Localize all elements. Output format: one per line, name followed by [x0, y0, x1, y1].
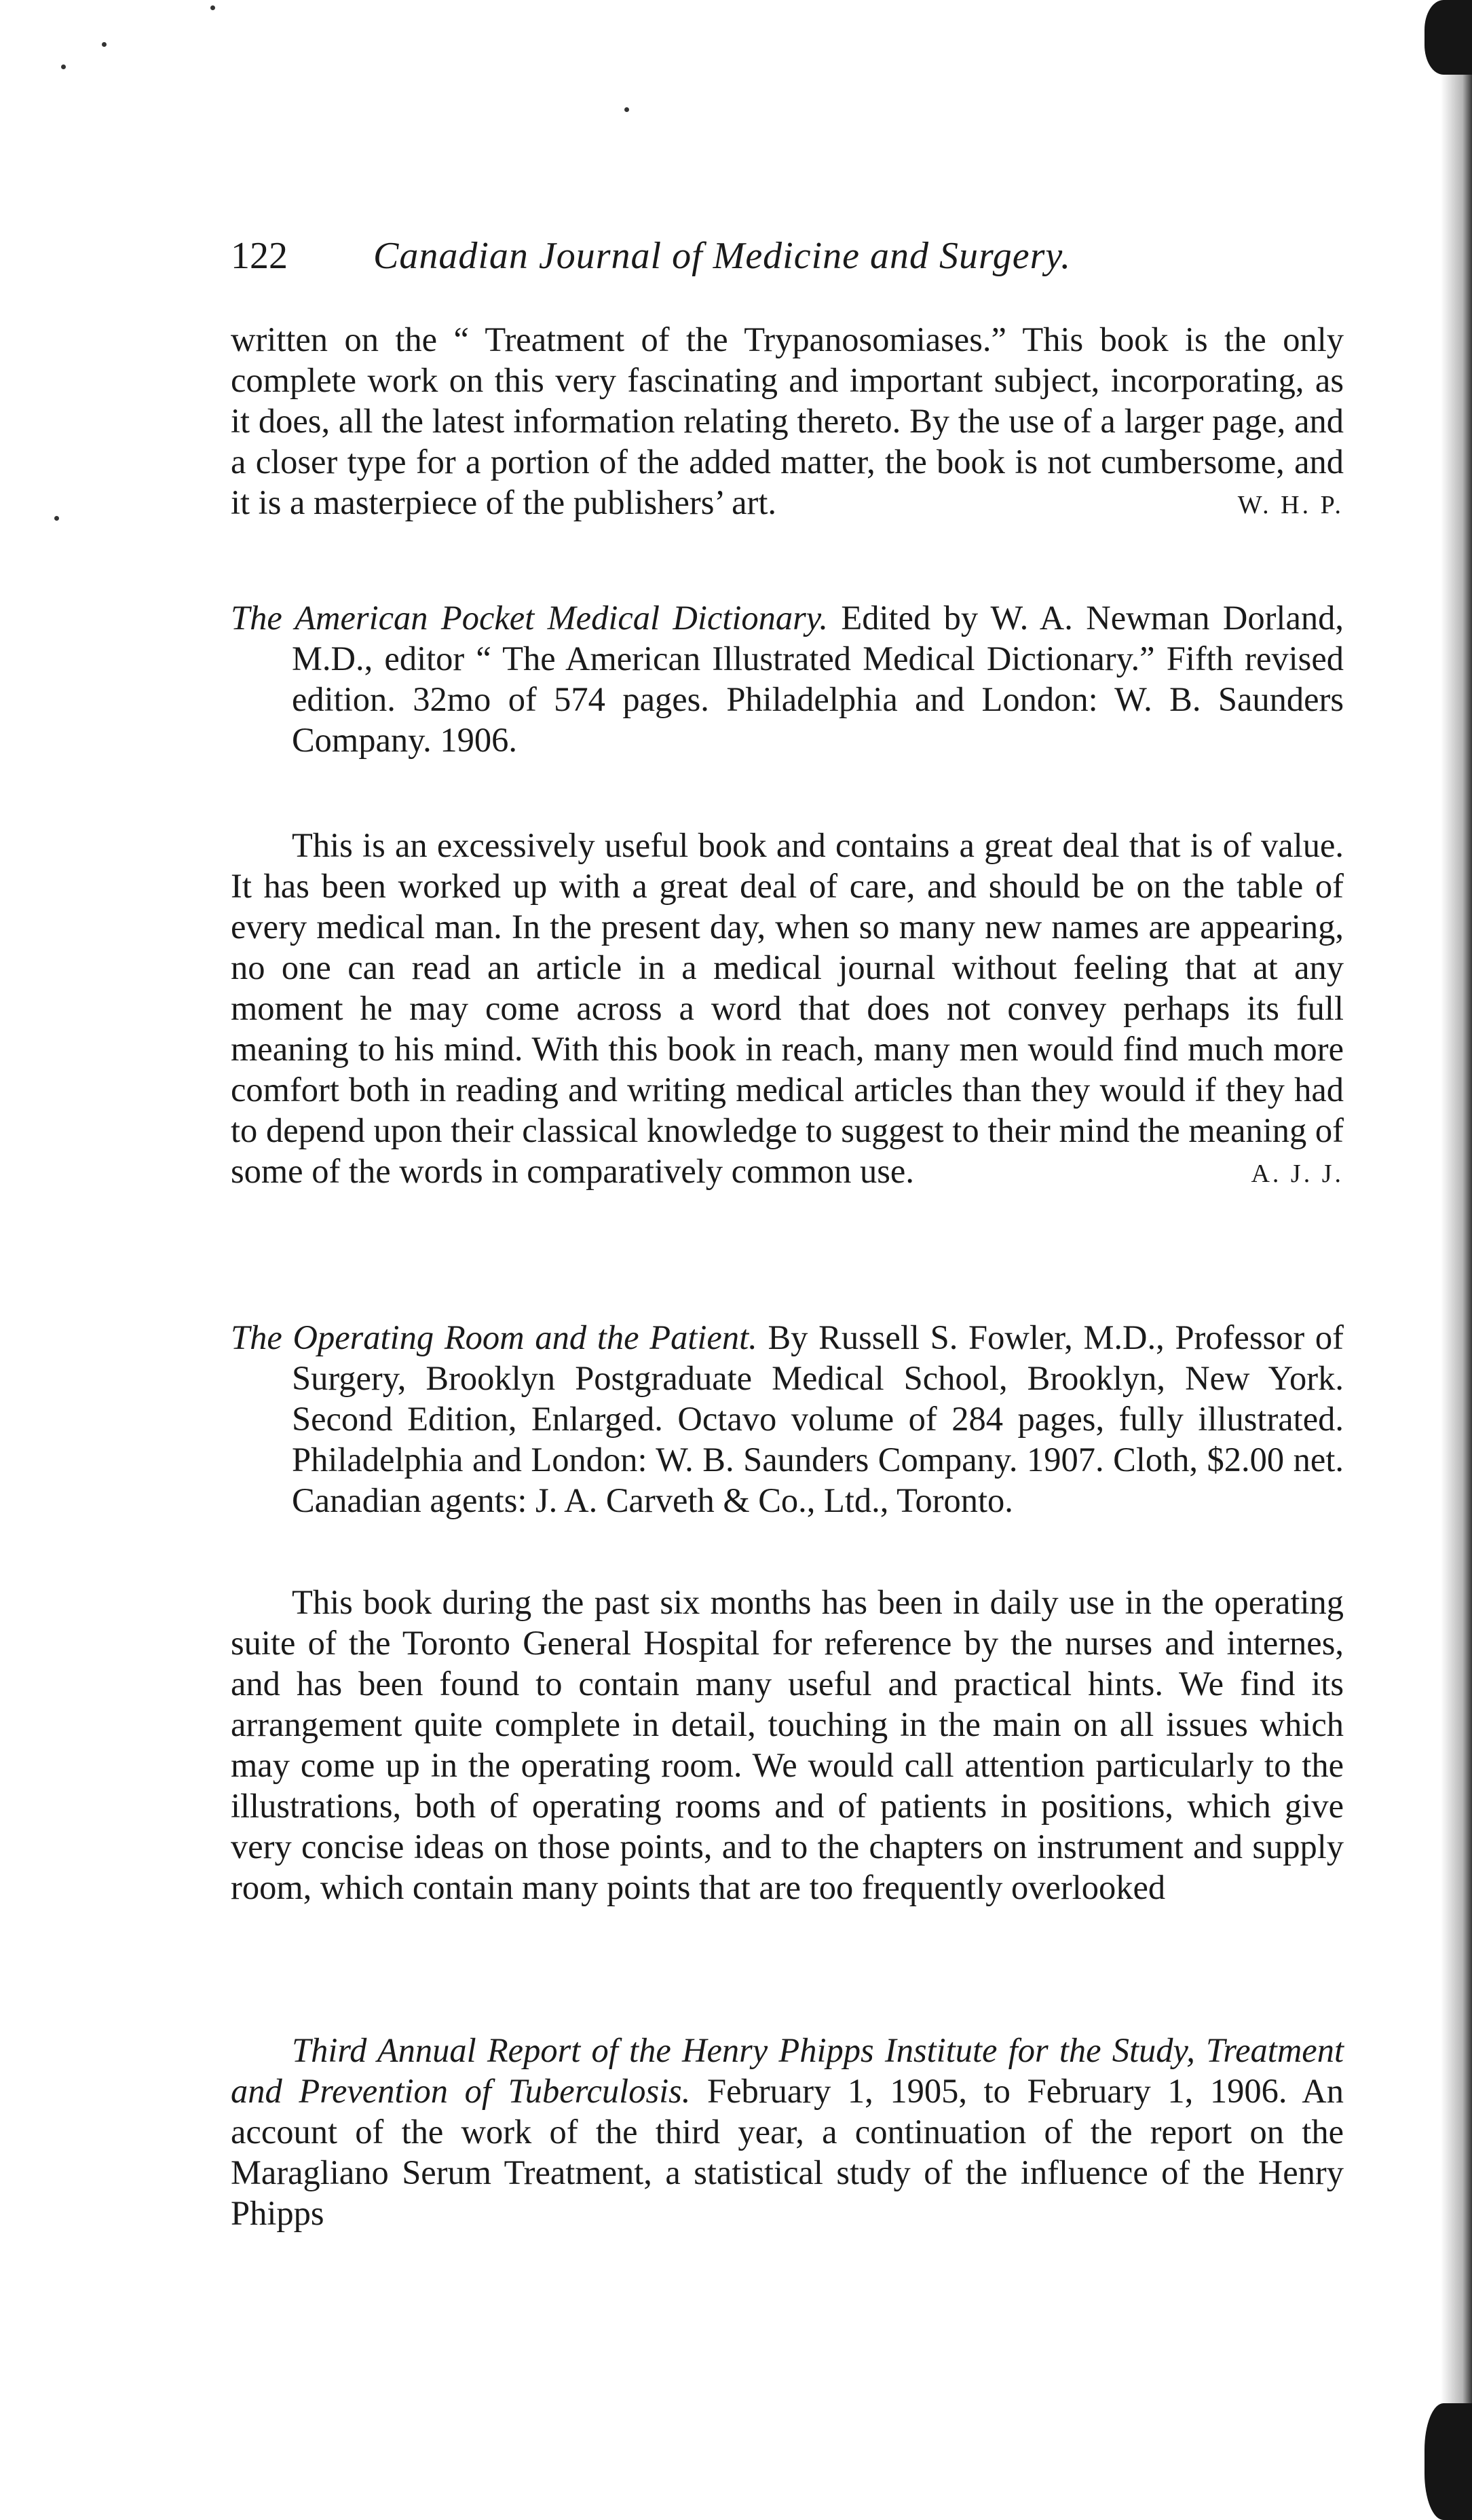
- continuation-paragraph: [231, 319, 1344, 525]
- reviewer-signature: W. H. P.: [1237, 491, 1344, 519]
- journal-title: Canadian Journal of Medicine and Surgery.: [373, 235, 1072, 277]
- review-body: [231, 825, 1344, 1194]
- scan-speck: [54, 516, 59, 521]
- book-details: February 1, 1905, to February 1, 1906. An account of the work of the third year, a continuation of the report on the Maragliano Serum Treatment, a statistical study of the influence of the Henry Phipps: [231, 2072, 1344, 2232]
- page-number: 122: [231, 235, 288, 277]
- reviewer-signature: A. J. J.: [1251, 1160, 1344, 1188]
- review-text: This book during the past six months has been in daily use in the operating suite of the Toronto General Hospital for reference by the nurses and internes, and has been found to contain many useful and practical hints. We find its arrangement quite complete in detail, touching in the main on all issues which may come up in the operating room. We would call attention particularly to the illustrations, both of operating rooms and of patients in positions, which give very concise ideas on those points, and to the chapters on instrument and supply room, which contain many points that are too frequently overlooked: [231, 1583, 1344, 1906]
- review-heading: [231, 2030, 1344, 2234]
- review-body: [231, 1582, 1344, 1908]
- scan-edge-mark: [1424, 2403, 1472, 2520]
- running-head: [231, 234, 1344, 289]
- review-entry: [231, 2030, 1344, 2234]
- review-text: This is an excessively useful book and contains a great deal that is of value. It has been worked up with a great deal of care, and should be on the table of every medical man. In the present day, when so many new names are appearing, no one can read an article in a medical journal without feeling that at any moment he may come across a word that does not convey perhaps its full meaning to his mind. With this book in reach, many men would find much more comfort both in reading and writing medical articles than they would if they had to depend upon their classical knowledge to suggest to their mind the meaning of some of the words in comparatively common use.: [231, 826, 1344, 1190]
- scan-edge-shadow: [1441, 0, 1472, 2520]
- scan-edge-mark: [1424, 0, 1472, 75]
- continuation-text: written on the “ Treatment of the Trypanosomiases.” This book is the only complete work on this very fascinating and important subject, incorporating, as it does, all the latest information relating thereto. By the use of a larger page, and a closer type for a portion of the added matter, the book is not cumbersome, and it is a masterpiece of the publishers’ art.: [231, 320, 1344, 521]
- book-title: Third Annual Report of the Henry Phipps Institute for the Study, Treatment and Prevention of Tuberculosis.: [231, 2031, 1344, 2110]
- scan-speck: [210, 5, 215, 10]
- review-entry: [231, 1317, 1344, 1521]
- review-heading: [231, 1317, 1344, 1521]
- book-title: The Operating Room and the Patient.: [231, 1318, 757, 1356]
- scan-speck: [102, 42, 107, 47]
- review-entry: [231, 597, 1344, 760]
- book-details: Edited by W. A. Newman Dorland, M.D., editor “ The American Illustrated Medical Dictionary.” Fifth revised edition. 32mo of 574 pages. Philadelphia and London: W. B. Saunders Company. 1906.: [292, 599, 1344, 759]
- scan-speck: [61, 64, 66, 69]
- review-heading: [231, 597, 1344, 760]
- book-details: By Russell S. Fowler, M.D., Professor of Surgery, Brooklyn Postgraduate Medical School, Brooklyn, New York. Second Edition, Enlarged. Octavo volume of 284 pages, fully illustrated. Philadelphia and London: W. B. Saunders Company. 1907. Cloth, $2.00 net. Canadian agents: J. A. Carveth & Co., Ltd., Toronto.: [292, 1318, 1344, 1519]
- scan-speck: [624, 107, 629, 112]
- book-title: The American Pocket Medical Dictionary.: [231, 599, 829, 637]
